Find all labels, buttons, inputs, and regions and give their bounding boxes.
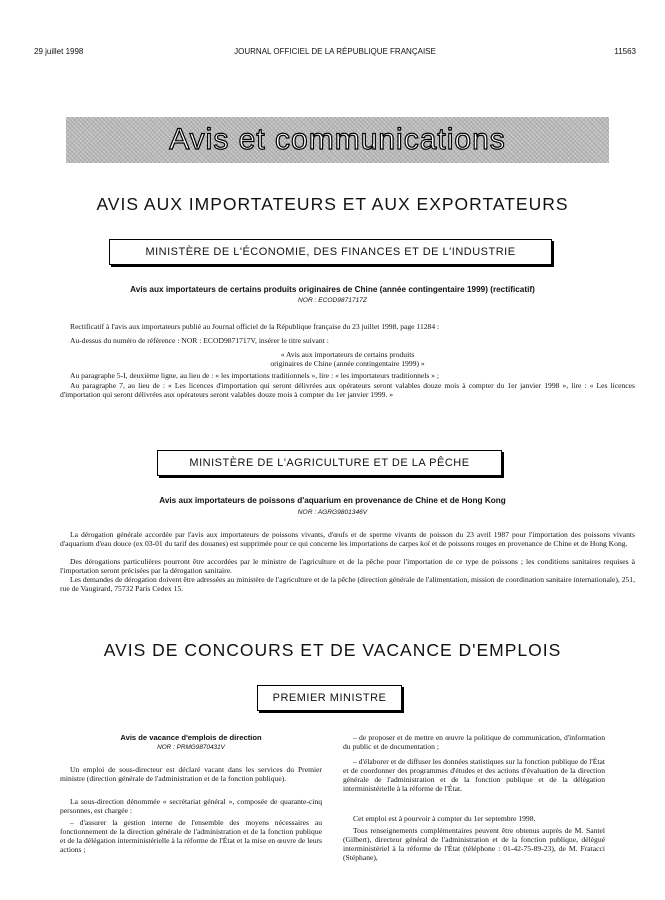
avis-title-poissons: Avis aux importateurs de poissons d'aquarium en provenance de Chine et de Hong Kong	[159, 496, 506, 505]
list-item: – d'assurer la gestion interne de l'ensemble des moyens nécessaires au fonctionnement de la direction générale de l'administration et de la fonction publique et de la délégation interministérielle à la réforme de l'État et la mise en œuvre de leurs actions ;	[60, 818, 322, 854]
paragraph: Des dérogations particulières pourront être accordées par le ministre de l'agriculture et de la pêche pour l'importation de ce type de poissons ; les conditions sanitaires requises à l'importation seront précisées par la dérogation sanitaire.	[60, 557, 635, 575]
quote-line: « Avis aux importateurs de certains produits	[280, 350, 415, 359]
paragraph: Tous renseignements complémentaires peuvent être obtenus auprès de M. Santel (Gilbert), directeur général de l'administration et de la fonction publique, délégué interministériel à la réforme de l'État (téléphone : 01-42-75-89-23), de M. Fratacci (Stéphane),	[343, 826, 605, 862]
avis-title-vacance: Avis de vacance d'emplois de direction	[120, 733, 262, 742]
nor-reference: NOR : AGRG9801346V	[297, 509, 368, 516]
section-banner	[66, 117, 609, 163]
paragraph: Les demandes de dérogation doivent être adressées au ministère de l'agriculture et de la pêche (direction générale de l'alimentation, mission de coordination sanitaire internationale), 251, rue de Vaugirard, 75732 Paris Cedex 15.	[60, 575, 635, 593]
list-item: – d'élaborer et de diffuser les données statistiques sur la fonction publique de l'État et de coordonner des programmes d'études et des actions d'évaluation de la direction générale de l'administration et de la fonction publique et de la délégation interministérielle à la réforme de l'État.	[343, 757, 605, 793]
ministry-name: PREMIER MINISTRE	[272, 692, 387, 704]
banner-title: Avis et communications	[169, 123, 506, 156]
nor-reference: NOR : ECOD9871717Z	[298, 297, 367, 304]
section-title-import-export: AVIS AUX IMPORTATEURS ET AUX EXPORTATEURS	[96, 194, 569, 214]
ministry-box-agriculture	[157, 450, 502, 476]
avis-title-chine: Avis aux importateurs de certains produits originaires de Chine (année contingentaire 1999) (rectificatif)	[130, 285, 535, 294]
paragraph: Au paragraphe 7, au lieu de : « Les licences d'importation qui seront délivrées aux opérateurs seront valables douze mois à compter du 1er janvier 1998 », lire : « Les licences d'importation qui seront délivrées aux opérateurs seront valables douze mois à compter du 1er janvier 1999. »	[60, 381, 635, 399]
paragraph: Un emploi de sous-directeur est déclaré vacant dans les services du Premier ministre (direction générale de l'administration et de la fonction publique).	[60, 765, 322, 783]
paragraph: Au-dessus du numéro de référence : NOR : ECOD9871717V, insérer le titre suivant :	[70, 336, 329, 345]
paragraph: Rectificatif à l'avis aux importateurs publié au Journal officiel de la République française du 23 juillet 1998, page 11284 :	[70, 322, 440, 331]
list-item: – de proposer et de mettre en œuvre la politique de communication, d'information du public et de documentation ;	[343, 733, 605, 751]
ministry-name: MINISTÈRE DE L'ÉCONOMIE, DES FINANCES ET DE L'INDUSTRIE	[145, 246, 516, 258]
paragraph: Cet emploi est à pourvoir à compter du 1er septembre 1998.	[353, 814, 536, 823]
ministry-box-premier-ministre	[257, 685, 402, 711]
section-title-concours: AVIS DE CONCOURS ET DE VACANCE D'EMPLOIS	[103, 640, 562, 660]
ministry-name: MINISTÈRE DE L'AGRICULTURE ET DE LA PÊCHE	[189, 457, 470, 469]
header-date: 29 juillet 1998	[34, 47, 84, 56]
header-page-number: 11563	[614, 47, 636, 56]
quote-line: originaires de Chine (année contingentaire 1999) »	[270, 359, 425, 368]
nor-reference: NOR : PRMG9870431V	[157, 744, 225, 751]
ministry-box-economie	[109, 239, 552, 265]
paragraph: La sous-direction dénommée « secrétariat général », composée de quarante-cinq personnes, est chargée :	[60, 797, 322, 815]
header-journal-title: JOURNAL OFFICIEL DE LA RÉPUBLIQUE FRANÇAISE	[234, 47, 436, 56]
running-header	[34, 47, 636, 59]
paragraph: La dérogation générale accordée par l'avis aux importateurs de poissons vivants, d'œufs et de sperme vivants de poisson du 23 avril 1987 pour l'importation des poissons vivants d'aquarium d'eau douce (ex 03-01 du tarif des douanes) est supprimée pour ce qui concerne les importations de carpes koï et de poissons rouges en provenance de Chine et de Hong Kong.	[60, 530, 635, 548]
paragraph: Au paragraphe 5-I, deuxième ligne, au lieu de : « les importations traditionnels », lire : « les importateurs traditionnels » ;	[70, 371, 440, 380]
